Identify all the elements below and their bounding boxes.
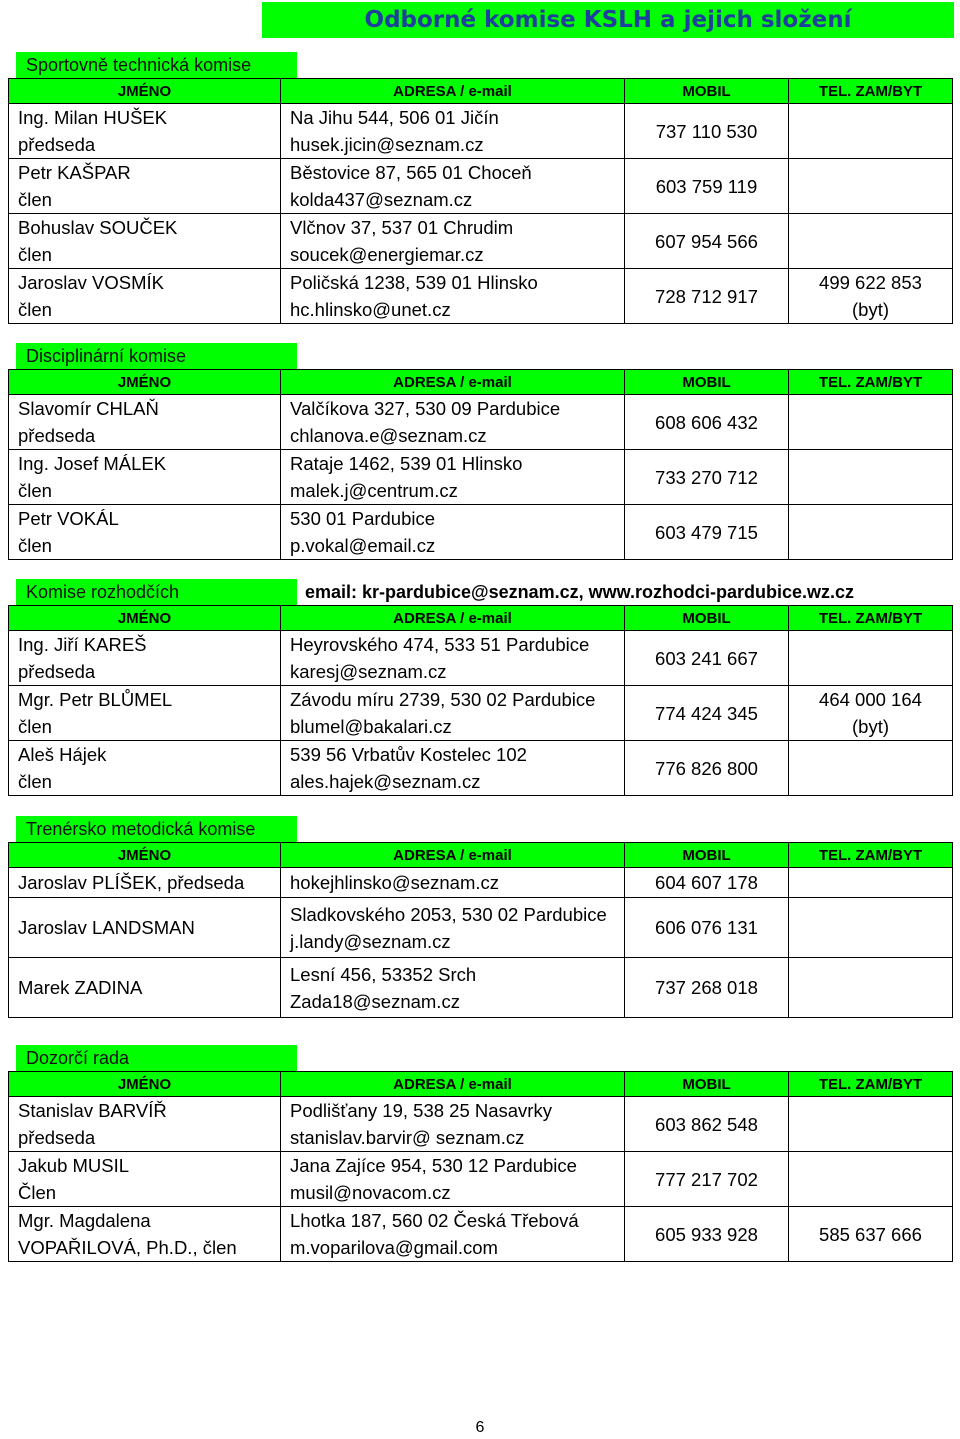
- member-name-line: Aleš Hájek: [18, 744, 107, 765]
- member-name-line: předseda: [18, 661, 96, 682]
- mobile-cell: 733 270 712: [625, 450, 789, 505]
- header-tel: TEL. ZAM/BYT: [789, 79, 953, 104]
- mobile-cell: 774 424 345: [625, 686, 789, 741]
- header-tel: TEL. ZAM/BYT: [789, 370, 953, 395]
- table-row: [9, 159, 953, 214]
- mobile-cell: 607 954 566: [625, 214, 789, 269]
- mobile-cell: 604 607 178: [625, 868, 789, 898]
- member-name-line: Jakub MUSIL: [18, 1155, 130, 1176]
- tel-line: (byt): [852, 716, 889, 737]
- address-cell: [281, 741, 625, 796]
- address-cell: [281, 159, 625, 214]
- tel-cell: [789, 395, 953, 450]
- mobile-cell: 605 933 928: [625, 1207, 789, 1262]
- member-name-cell: [9, 1152, 281, 1207]
- section-label-sportovne: Sportovně technická komise: [16, 52, 297, 79]
- member-name-cell: [9, 395, 281, 450]
- address-line: Lesní 456, 53352 Srch: [290, 963, 477, 985]
- table-row: [9, 269, 953, 324]
- address-line: kolda437@seznam.cz: [290, 189, 473, 210]
- mobile-cell: 608 606 432: [625, 395, 789, 450]
- table-row: [9, 214, 953, 269]
- header-mobile: MOBIL: [625, 370, 789, 395]
- header-name: JMÉNO: [9, 1072, 281, 1097]
- address-line: Podlišťany 19, 538 25 Nasavrky: [290, 1100, 552, 1121]
- section-label-rozhodci: Komise rozhodčích: [16, 579, 297, 606]
- header-name: JMÉNO: [9, 606, 281, 631]
- address-cell: [281, 269, 625, 324]
- table-row: [9, 898, 953, 958]
- address-cell: [281, 395, 625, 450]
- member-name-cell: [9, 214, 281, 269]
- table-disciplinarni: [8, 369, 953, 560]
- header-row: [9, 1072, 953, 1097]
- address-line: Sladkovského 2053, 530 02 Pardubice: [290, 903, 607, 925]
- header-row: [9, 843, 953, 868]
- address-cell: [281, 104, 625, 159]
- mobile-cell: 603 759 119: [625, 159, 789, 214]
- address-line: chlanova.e@seznam.cz: [290, 425, 487, 446]
- rozhodci-contact: email: kr-pardubice@seznam.cz, www.rozhodci-pardubice.wz.cz: [305, 582, 855, 602]
- address-line: Zada18@seznam.cz: [290, 990, 460, 1012]
- address-cell: [281, 450, 625, 505]
- member-name-line: Petr KAŠPAR: [18, 162, 131, 183]
- address-cell: [281, 1207, 625, 1262]
- tel-cell: [789, 1152, 953, 1207]
- address-line: blumel@bakalari.cz: [290, 716, 452, 737]
- header-address: ADRESA / e-mail: [281, 370, 625, 395]
- tel-cell: [789, 269, 953, 324]
- tel-cell: [789, 214, 953, 269]
- address-line: Běstovice 87, 565 01 Choceň: [290, 162, 532, 183]
- address-line: Heyrovského 474, 533 51 Pardubice: [290, 634, 590, 655]
- table-row: [9, 450, 953, 505]
- page-title: Odborné komise KSLH a jejich složení: [364, 7, 852, 33]
- header-mobile: MOBIL: [625, 79, 789, 104]
- tel-line: 464 000 164: [819, 689, 922, 710]
- member-name-line: člen: [18, 716, 52, 737]
- address-line: p.vokal@email.cz: [290, 535, 436, 556]
- member-name-line: člen: [18, 244, 52, 265]
- table-row: [9, 104, 953, 159]
- member-name-line: předseda: [18, 425, 96, 446]
- table-row: [9, 1152, 953, 1207]
- address-line: Lhotka 187, 560 02 Česká Třebová: [290, 1210, 579, 1231]
- header-mobile: MOBIL: [625, 606, 789, 631]
- section-label-trenersko: Trenérsko metodická komise: [16, 816, 297, 843]
- tel-cell: [789, 159, 953, 214]
- address-cell: [281, 958, 625, 1018]
- member-name-cell: [9, 450, 281, 505]
- table-row: [9, 395, 953, 450]
- address-line: ales.hajek@seznam.cz: [290, 771, 481, 792]
- header-address: ADRESA / e-mail: [281, 1072, 625, 1097]
- member-name-cell: [9, 686, 281, 741]
- member-name-line: člen: [18, 189, 52, 210]
- member-name-line: VOPAŘILOVÁ, Ph.D., člen: [18, 1237, 237, 1258]
- header-row: [9, 79, 953, 104]
- address-line: karesj@seznam.cz: [290, 661, 447, 682]
- member-name-line: Ing. Jiří KAREŠ: [18, 634, 147, 655]
- tel-cell: [789, 631, 953, 686]
- section-label-disciplinarni: Disciplinární komise: [16, 343, 297, 370]
- member-name-line: Ing. Milan HUŠEK: [18, 107, 168, 128]
- header-name: JMÉNO: [9, 843, 281, 868]
- member-name-cell: [9, 741, 281, 796]
- header-address: ADRESA / e-mail: [281, 79, 625, 104]
- address-line: hc.hlinsko@unet.cz: [290, 299, 451, 320]
- table-row: [9, 958, 953, 1018]
- member-name-line: Mgr. Petr BLŮMEL: [18, 689, 173, 710]
- address-line: Poličská 1238, 539 01 Hlinsko: [290, 272, 538, 293]
- member-name-line: člen: [18, 535, 52, 556]
- tel-cell: [789, 104, 953, 159]
- table-row: [9, 868, 953, 898]
- member-name-line: Jaroslav PLÍŠEK, předseda: [18, 872, 245, 893]
- table-row: [9, 1207, 953, 1262]
- tel-cell: [789, 1207, 953, 1262]
- address-line: Vlčnov 37, 537 01 Chrudim: [290, 217, 514, 238]
- member-name-line: Petr VOKÁL: [18, 508, 119, 529]
- mobile-cell: 737 110 530: [625, 104, 789, 159]
- table-row: [9, 1097, 953, 1152]
- mobile-cell: 603 241 667: [625, 631, 789, 686]
- tel-cell: [789, 958, 953, 1018]
- address-line: Závodu míru 2739, 530 02 Pardubice: [290, 689, 596, 710]
- member-name-cell: [9, 868, 281, 898]
- address-line: 539 56 Vrbatův Kostelec 102: [290, 744, 527, 765]
- address-line: malek.j@centrum.cz: [290, 480, 458, 501]
- header-name: JMÉNO: [9, 79, 281, 104]
- address-line: husek.jicin@seznam.cz: [290, 134, 484, 155]
- table-dozorci: [8, 1071, 953, 1262]
- member-name-cell: [9, 898, 281, 958]
- tel-line: 499 622 853: [819, 272, 922, 293]
- member-name-cell: [9, 505, 281, 560]
- member-name-line: Jaroslav VOSMÍK: [18, 272, 164, 293]
- member-name-cell: [9, 269, 281, 324]
- tel-line: (byt): [852, 299, 889, 320]
- header-tel: TEL. ZAM/BYT: [789, 1072, 953, 1097]
- member-name-cell: [9, 159, 281, 214]
- member-name-line: předseda: [18, 1127, 96, 1148]
- member-name-line: Stanislav BARVÍŘ: [18, 1100, 167, 1121]
- address-cell: [281, 686, 625, 741]
- address-line: 530 01 Pardubice: [290, 508, 436, 529]
- address-line: stanislav.barvir@ seznam.cz: [290, 1127, 525, 1148]
- page-number: 6: [475, 1419, 485, 1436]
- member-name-line: Člen: [18, 1182, 57, 1203]
- address-line: soucek@energiemar.cz: [290, 244, 484, 265]
- member-name-line: Bohuslav SOUČEK: [18, 217, 178, 238]
- header-tel: TEL. ZAM/BYT: [789, 843, 953, 868]
- tel-cell: [789, 505, 953, 560]
- mobile-cell: 603 862 548: [625, 1097, 789, 1152]
- address-line: hokejhlinsko@seznam.cz: [290, 872, 500, 893]
- section-label-dozorci: Dozorčí rada: [16, 1045, 297, 1072]
- member-name-cell: [9, 958, 281, 1018]
- mobile-cell: 737 268 018: [625, 958, 789, 1018]
- table-trenersko: [8, 842, 953, 1018]
- header-row: [9, 370, 953, 395]
- member-name-line: člen: [18, 299, 52, 320]
- address-line: Rataje 1462, 539 01 Hlinsko: [290, 453, 523, 474]
- member-name-line: Marek ZADINA: [18, 977, 143, 998]
- tel-cell: [789, 741, 953, 796]
- mobile-cell: 606 076 131: [625, 898, 789, 958]
- member-name-cell: [9, 104, 281, 159]
- tel-line: 585 637 666: [819, 1223, 922, 1245]
- mobile-cell: 728 712 917: [625, 269, 789, 324]
- member-name-cell: [9, 1097, 281, 1152]
- member-name-line: Mgr. Magdalena: [18, 1210, 151, 1231]
- member-name-cell: [9, 631, 281, 686]
- tel-cell: [789, 450, 953, 505]
- member-name-line: předseda: [18, 134, 96, 155]
- member-name-line: člen: [18, 771, 52, 792]
- table-row: [9, 505, 953, 560]
- mobile-cell: 776 826 800: [625, 741, 789, 796]
- address-cell: [281, 505, 625, 560]
- address-line: Valčíkova 327, 530 09 Pardubice: [290, 398, 561, 419]
- address-line: Jana Zajíce 954, 530 12 Pardubice: [290, 1155, 577, 1176]
- tel-cell: [789, 898, 953, 958]
- mobile-cell: 603 479 715: [625, 505, 789, 560]
- address-cell: [281, 1152, 625, 1207]
- address-line: m.voparilova@gmail.com: [290, 1237, 498, 1258]
- table-row: [9, 686, 953, 741]
- member-name-line: Ing. Josef MÁLEK: [18, 453, 167, 474]
- tel-cell: [789, 1097, 953, 1152]
- header-tel: TEL. ZAM/BYT: [789, 606, 953, 631]
- address-cell: [281, 1097, 625, 1152]
- header-address: ADRESA / e-mail: [281, 843, 625, 868]
- header-mobile: MOBIL: [625, 1072, 789, 1097]
- tel-cell: [789, 868, 953, 898]
- address-line: musil@novacom.cz: [290, 1182, 451, 1203]
- header-name: JMÉNO: [9, 370, 281, 395]
- header-address: ADRESA / e-mail: [281, 606, 625, 631]
- address-cell: [281, 868, 625, 898]
- table-sportovne: [8, 78, 953, 324]
- address-cell: [281, 898, 625, 958]
- mobile-cell: 777 217 702: [625, 1152, 789, 1207]
- address-cell: [281, 214, 625, 269]
- table-row: [9, 631, 953, 686]
- header-mobile: MOBIL: [625, 843, 789, 868]
- tel-cell: [789, 686, 953, 741]
- member-name-line: Jaroslav LANDSMAN: [18, 917, 195, 938]
- table-row: [9, 741, 953, 796]
- table-rozhodci: [8, 605, 953, 796]
- member-name-cell: [9, 1207, 281, 1262]
- address-cell: [281, 631, 625, 686]
- page-title-banner: [262, 2, 954, 38]
- header-row: [9, 606, 953, 631]
- member-name-line: Slavomír CHLAŇ: [18, 398, 159, 419]
- member-name-line: člen: [18, 480, 52, 501]
- address-line: j.landy@seznam.cz: [290, 930, 451, 952]
- address-line: Na Jihu 544, 506 01 Jičín: [290, 107, 499, 128]
